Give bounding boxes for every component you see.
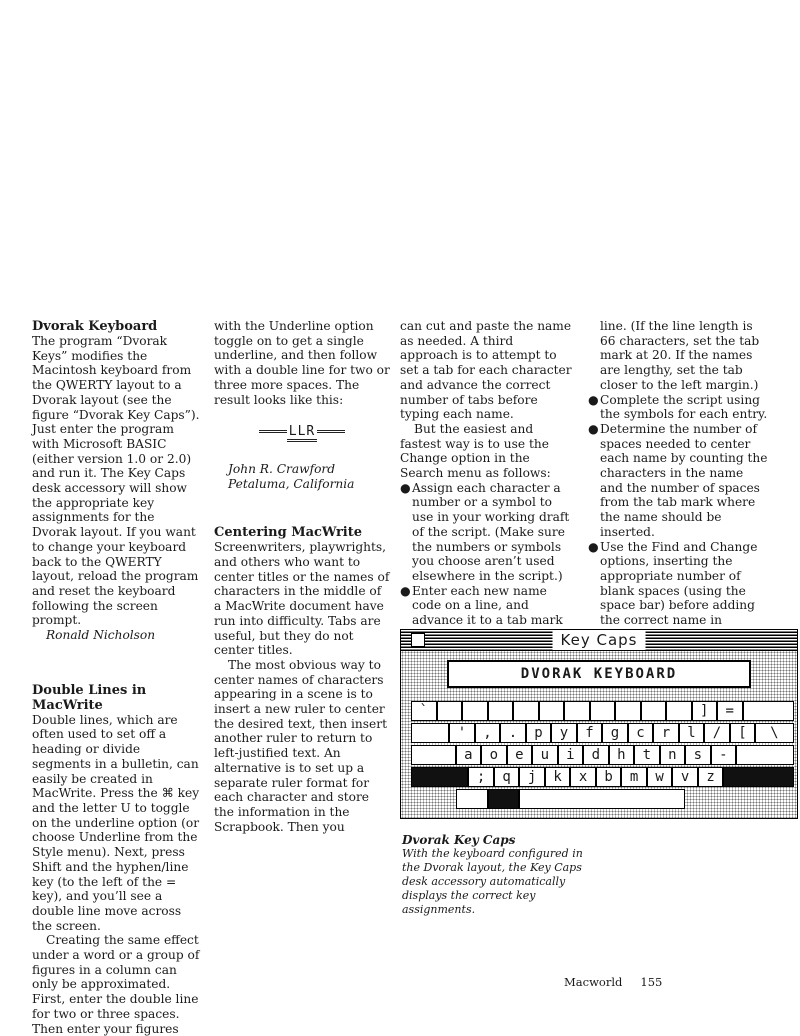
key-cap[interactable] [615,701,641,721]
key-cap[interactable]: q [494,767,520,787]
key-cap[interactable]: p [526,723,552,743]
key-cap[interactable]: \ [755,723,793,743]
key-cap[interactable]: n [660,745,686,765]
key-cap[interactable]: x [570,767,596,787]
key-cap[interactable]: y [551,723,577,743]
key-cap[interactable]: ` [411,701,437,721]
paragraph: can cut and paste the name as needed. A third approach is to attempt to set a tab for each character and advance the correct number of tabs before typing each name. [400,319,572,422]
key-cap[interactable] [513,701,539,721]
paragraph: Double lines, which are often used to set off a heading or divide segments in a bulletin, can easily be created in MacWrite. Press the ⌘ key and the letter U to toggle on the underline option (or choose Underline from the Style menu). Next, press Shift and the hyphen/line key (to the left of the = key), and you’ll see a double line move across the screen. [32,712,200,933]
llr-text: LLR [287,424,317,442]
key-cap[interactable]: f [577,723,603,743]
key-cap[interactable] [564,701,590,721]
key-cap[interactable]: ' [449,723,475,743]
bullet-text: Complete the script using the symbols for each entry. [600,392,768,422]
double-underline-example [214,425,390,440]
key-cap[interactable] [590,701,616,721]
column-1 [32,319,202,1036]
bullet-text: Determine the number of spaces needed to center each name by counting the characters in the name and the number of spaces from the tab mark where the name should be inserted. [600,421,768,539]
key-cap[interactable]: z [698,767,724,787]
figure-caption [402,833,602,917]
option-key[interactable] [456,789,488,809]
key-cap[interactable] [539,701,565,721]
key-cap[interactable]: b [596,767,622,787]
bullet-item [588,393,768,422]
double-line [317,430,345,433]
column-3 [400,319,572,672]
key-cap[interactable] [723,767,793,787]
key-cap[interactable]: o [481,745,507,765]
key-cap[interactable]: u [532,745,558,765]
key-cap[interactable]: k [545,767,571,787]
key-cap[interactable]: [ [730,723,756,743]
key-cap[interactable]: , [475,723,501,743]
bullet-icon: ● [588,392,599,407]
byline: John R. Crawford [228,461,336,476]
key-cap[interactable] [736,745,793,765]
paragraph: The program “Dvorak Keys” modifies the Macintosh keyboard from the QWERTY layout to a Dvorak layout (see the figure “Dvorak Key Caps”). Just enter the program with Microsoft BASIC (either version 1.0 or 2.0) and run it. The Key Caps desk accessory will show the appropriate key assignments for the Dvorak layout. If you want to change your keyboard back to the QWERTY layout, reload the program and reset the keyboard following the screen prompt. [32,334,200,628]
key-cap[interactable]: w [647,767,673,787]
key-cap[interactable] [462,701,488,721]
bullet-item [588,422,768,540]
key-cap[interactable]: a [456,745,482,765]
page-number: 155 [640,975,663,989]
key-cap[interactable]: h [609,745,635,765]
bullet-item [400,481,572,584]
key-cap[interactable]: ; [468,767,494,787]
key-caps-body [401,651,797,818]
key-cap[interactable]: l [679,723,705,743]
window-title: Key Caps [553,630,646,650]
double-line [259,430,287,433]
bullet-icon: ● [588,421,599,436]
bullet-icon: ● [588,539,599,554]
key-cap[interactable]: d [583,745,609,765]
byline: Ronald Nicholson [46,628,156,643]
space-bar[interactable] [519,789,685,809]
bullet-icon: ● [400,583,411,598]
page-footer [564,975,662,989]
key-cap[interactable] [411,745,456,765]
column-4 [588,319,768,628]
key-cap[interactable]: s [685,745,711,765]
key-cap[interactable]: j [519,767,545,787]
bullet-text: Enter each new name code on a line, and advance it to a tab mark [412,583,563,628]
column-2 [214,319,390,834]
key-cap[interactable] [411,767,468,787]
paragraph: The most obvious way to center names of characters appearing in a scene is to insert a new ruler to center the desired text, then insert another ruler to return to left-justified text. An alternative is to set up a separate ruler format for each character and store the information in the Scrapbook. Then you [214,657,387,834]
key-cap[interactable] [641,701,667,721]
paragraph: Creating the same effect under a word or a group of figures in a column can only be approximated. First, enter the double line for two or three spaces. Then enter your figures [32,933,200,1036]
heading-double-lines: Double Lines in MacWrite [32,682,147,713]
paragraph: line. (If the line length is 66 characters, set the tab mark at 20. If the names are lengthy, set the tab closer to the left margin.) [600,319,760,392]
close-box-icon[interactable] [411,633,425,647]
caption-text: With the keyboard configured in the Dvorak layout, the Key Caps desk accessory automatically displays the correct key assignments. [402,847,583,916]
key-cap[interactable]: g [602,723,628,743]
key-cap[interactable]: . [500,723,526,743]
bullet-text: Use the Find and Change options, inserting the appropriate number of blank spaces (using the space bar) before adding the correct name in [600,539,758,628]
paragraph: with the Underline option toggle on to get a single underline, and then follow with a double line for two or three more spaces. The result looks like this: [214,319,390,407]
bullet-text: Assign each character a number or a symbol to use in your working draft of the script. (Make sure the numbers or symbols you choose aren’t used elsewhere in the script.) [412,480,570,583]
key-cap[interactable] [488,701,514,721]
key-cap[interactable]: = [717,701,743,721]
key-caps-display: DVORAK KEYBOARD [447,660,751,688]
key-cap[interactable] [666,701,692,721]
key-cap[interactable] [437,701,463,721]
magazine-name: Macworld [564,975,623,989]
caption-title: Dvorak Key Caps [402,833,516,847]
byline-location: Petaluma, California [228,476,355,491]
key-cap[interactable]: e [507,745,533,765]
key-cap[interactable]: m [621,767,647,787]
key-cap[interactable] [411,723,449,743]
paragraph: But the easiest and fastest way is to use the Change option in the Search menu as follows: [400,421,551,481]
bullet-item [588,540,768,628]
key-cap[interactable]: t [634,745,660,765]
bullet-icon: ● [400,480,411,495]
key-cap[interactable]: ] [692,701,718,721]
key-caps-window [400,629,798,819]
window-title-bar[interactable] [401,630,797,651]
key-cap[interactable]: i [558,745,584,765]
key-cap[interactable]: r [653,723,679,743]
key-cap[interactable]: c [628,723,654,743]
key-cap[interactable] [743,701,794,721]
paragraph: Screenwriters, playwrights, and others who want to center titles or the names of characters in the middle of a MacWrite document have run into difficulty. Tabs are useful, but they do not center titles. [214,540,390,658]
heading-centering-macwrite: Centering MacWrite [214,525,363,541]
command-key[interactable] [488,789,520,809]
key-cap[interactable]: / [704,723,730,743]
key-cap[interactable]: - [711,745,737,765]
heading-dvorak-keyboard: Dvorak Keyboard [32,319,158,334]
key-cap[interactable]: v [672,767,698,787]
